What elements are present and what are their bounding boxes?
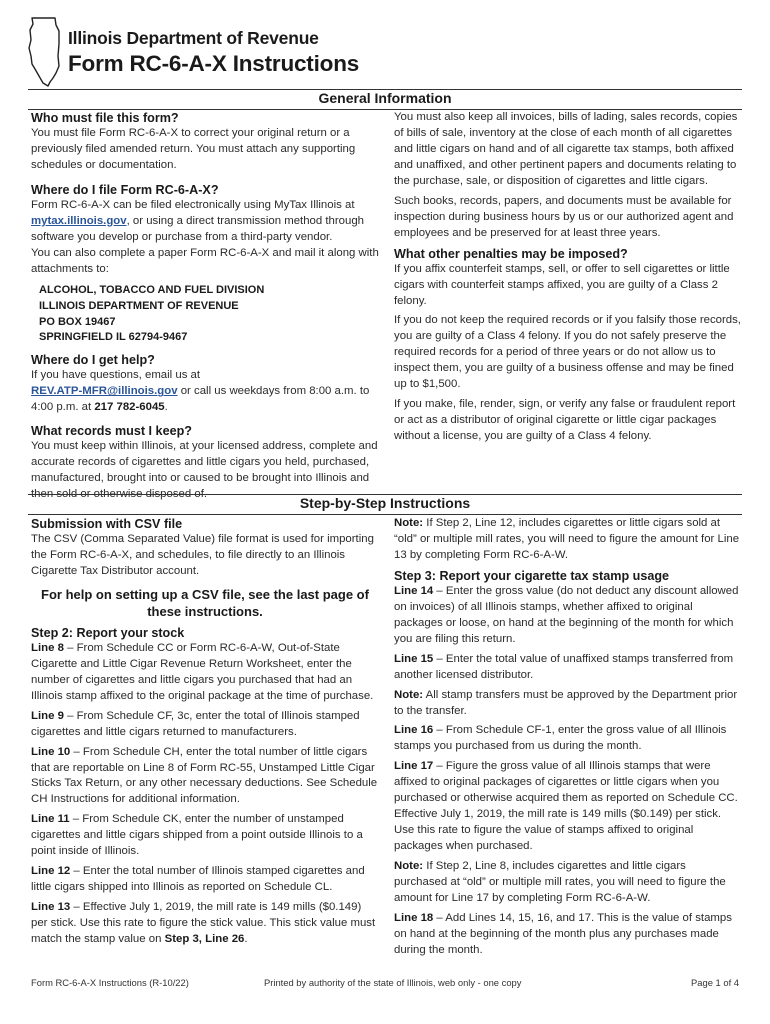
line-label: Line 13 xyxy=(31,901,71,914)
text: – Add Lines 14, 15, 16, and 17. This is the value of stamps on hand at the beginning of the month plus any purchases made during the month. xyxy=(394,911,732,956)
footer-form-id: Form RC-6-A-X Instructions (R-10/22) xyxy=(31,977,189,988)
line-13 xyxy=(31,900,379,948)
mytax-link[interactable]: mytax.illinois.gov xyxy=(31,214,127,227)
note-label: Note: xyxy=(394,860,424,873)
page-title: Form RC-6-A-X Instructions xyxy=(68,51,360,76)
text: – From Schedule CF, 3c, enter the total of Illinois stamped cigarettes and little cigars returned to manufacturers. xyxy=(31,709,360,738)
note xyxy=(394,859,742,907)
step2-heading: Step 2: Report your stock xyxy=(31,625,185,640)
line-8 xyxy=(31,641,379,705)
note-label: Note: xyxy=(394,688,424,701)
line-10 xyxy=(31,745,379,809)
line-16 xyxy=(394,723,742,755)
text: Form RC-6-A-X can be filed electronically using MyTax Illinois at xyxy=(31,198,355,211)
line-label: Line 15 xyxy=(394,652,434,665)
line-label: Line 16 xyxy=(394,724,434,737)
where-file-heading: Where do I file Form RC-6-A-X? xyxy=(31,182,219,197)
text: – Enter the total number of Illinois stamped cigarettes and little cigars shipped into Illinois as reported on Schedule CL. xyxy=(31,865,365,894)
line-9 xyxy=(31,709,379,741)
text: – From Schedule CC or Form RC-6-A-W, Out-of-State Cigarette and Little Cigar Revenue Return Worksheet, enter the number of cigarettes and little cigars you purchased that had an Illinois stamp affixed to the original package at the time of purchase. xyxy=(31,641,374,702)
general-left-column xyxy=(31,110,379,503)
line-14 xyxy=(394,584,742,648)
records-inspection: Such books, records, papers, and documents must be available for inspection during business hours by us or our authorized agent and employees and be preserved for at least three years. xyxy=(394,194,734,239)
step-reference: Step 3, Line 26 xyxy=(164,933,245,946)
line-label: Line 14 xyxy=(394,584,434,597)
line-11 xyxy=(31,812,379,860)
footer-page-number: Page 1 of 4 xyxy=(691,977,739,988)
line-18 xyxy=(394,911,742,959)
phone-number: 217 782-6045 xyxy=(94,401,165,414)
address-line: SPRINGFIELD IL 62794-9467 xyxy=(39,331,188,344)
line-label: Line 11 xyxy=(31,813,70,826)
penalties-heading: What other penalties may be imposed? xyxy=(394,246,628,261)
who-heading: Who must file this form? xyxy=(31,111,179,125)
step-by-step-band xyxy=(28,494,742,512)
section-title: Step-by-Step Instructions xyxy=(299,495,471,511)
text: – From Schedule CK, enter the number of unstamped cigarettes and little cigars shipped from a point outside Illinois to a point inside of Illinois. xyxy=(31,813,363,858)
general-right-column xyxy=(394,110,742,445)
steps-right-column xyxy=(394,516,742,959)
text: – Enter the gross value (do not deduct any discount allowed on invoices) of all Illinois stamps, whether affixed to original packages or loose, on hand at the beginning of the month for which you are filing this return. xyxy=(394,584,739,645)
address-line: PO BOX 19467 xyxy=(39,315,116,328)
line-label: Line 17 xyxy=(394,760,434,773)
penalty-paragraph: If you make, file, render, sign, or verify any false or fraudulent report or act as a distributor of original cigarette or little cigar packages without a license, you are guilty of a Class 4 felony. xyxy=(394,398,736,443)
email-link[interactable]: REV.ATP-MFR@illinois.gov xyxy=(31,385,178,398)
address-line: ALCOHOL, TOBACCO AND FUEL DIVISION xyxy=(39,283,265,296)
text: If Step 2, Line 12, includes cigarettes or little cigars sold at “old” or multiple mill rates, you will need to figure the amount for Line 13 by completing Form RC-6-A-W. xyxy=(394,517,740,561)
csv-heading: Submission with CSV file xyxy=(31,517,183,531)
steps-left-column xyxy=(31,516,379,948)
text: – Effective July 1, 2019, the mill rate is 149 mills ($0.149) per stick. Use this rate to figure the stick value. This stick value must match the stamp value on xyxy=(31,901,376,946)
text: All stamp transfers must be approved by the Department prior to the transfer. xyxy=(394,688,738,717)
step3-heading: Step 3: Report your cigarette tax stamp usage xyxy=(394,568,670,583)
text: – Enter the total value of unaffixed stamps transferred from another licensed distributor. xyxy=(394,652,734,681)
text: or call us weekdays from 8:00 a.m. to 4:00 p.m. at xyxy=(31,385,370,414)
where-file-mail: You can also complete a paper Form RC-6-A-X and mail it along with attachments to: xyxy=(31,246,379,275)
line-label: Line 10 xyxy=(31,745,71,758)
line-label: Line 12 xyxy=(31,865,71,878)
text: If Step 2, Line 8, includes cigarettes and little cigars purchased at “old” or multiple mill rates, you will need to figure the amount for Line 17 by completing Form RC-6-A-W. xyxy=(394,860,726,905)
line-12 xyxy=(31,864,379,896)
records-heading: What records must I keep? xyxy=(31,424,192,439)
text: , or using a direct transmission method through software you develop or purchase from a third-party vendor. xyxy=(31,214,365,243)
line-label: Line 18 xyxy=(394,911,434,924)
line-15 xyxy=(394,652,742,684)
penalty-paragraph: If you affix counterfeit stamps, sell, or offer to sell cigarettes or little cigars with counterfeit stamps affixed, you are guilty of a Class 2 felony. xyxy=(394,262,730,307)
line-label: Line 9 xyxy=(31,709,64,722)
mailing-address xyxy=(31,283,379,347)
note-label: Note: xyxy=(394,517,424,529)
penalty-paragraph: If you do not keep the required records or if you falsify those records, you are guilty of a Class 4 felony. If you do not safely preserve the required records for a period of three years or do not allow us to inspect them, you are guilty of a business offense and may be fined up to $1,500. xyxy=(394,314,741,391)
csv-body: The CSV (Comma Separated Value) file format is used for importing the Form RC-6-A-X, and schedules, to file directly to an Illinois Cigarette Tax Distributor account. xyxy=(31,533,374,577)
text: . xyxy=(164,401,168,414)
records-body-continued: You must also keep all invoices, bills of lading, sales records, copies of bills of sale, inventory at the close of each month of all cigarettes and little cigars on hand and of all cigarette tax stamps, both affixed and unaffixed, and other pertinent papers and documents relating to the purchase, sale, or disposition of cigarettes and little cigars. xyxy=(394,111,738,187)
section-title: General Information xyxy=(318,90,452,106)
text: . xyxy=(244,933,248,946)
line-17 xyxy=(394,759,742,855)
note xyxy=(394,688,742,720)
footer-authority: Printed by authority of the state of Illinois, web only - one copy xyxy=(264,977,522,988)
help-body xyxy=(31,368,379,416)
note xyxy=(394,516,742,564)
where-file-body xyxy=(31,198,379,246)
line-label: Line 8 xyxy=(31,641,64,654)
text: – From Schedule CF-1, enter the gross value of all Illinois stamps you purchased from us during the month. xyxy=(394,724,727,753)
who-body: You must file Form RC-6-A-X to correct your original return or a previously filed amended return. You must attach any supporting schedules or documentation. xyxy=(31,127,356,171)
text: If you have questions, email us at xyxy=(31,369,201,382)
agency-name: Illinois Department of Revenue xyxy=(68,28,319,48)
address-line: ILLINOIS DEPARTMENT OF REVENUE xyxy=(39,299,239,312)
help-heading: Where do I get help? xyxy=(31,353,155,368)
text: – Figure the gross value of all Illinois stamps that were affixed to original packages of cigarettes or little cigars when you purchased or otherwise acquired them as reported on Schedule CC. Effective July 1, 2019, the mill rate is 149 mills ($0.149) per stick. Use this rate to figure the value of stamps affixed to original packages when purchased. xyxy=(394,760,738,853)
text: – From Schedule CH, enter the total number of little cigars that are reportable on Line 8 of Form RC-55, Unstamped Little Cigar Sticks Tax Return, or any other necessary deductions. See Schedule CH Instructions for additional information. xyxy=(31,745,378,806)
illinois-map-icon xyxy=(28,16,62,88)
general-information-band xyxy=(28,89,742,107)
csv-callout: For help on setting up a CSV file, see the last page of these instructions. xyxy=(41,586,369,619)
records-body: You must keep within Illinois, at your licensed address, complete and accurate records of cigarettes and little cigars you held, purchased, manufactured, brought into or caused to be brought into Illinois and then sold or otherwise disposed of. xyxy=(31,440,378,501)
